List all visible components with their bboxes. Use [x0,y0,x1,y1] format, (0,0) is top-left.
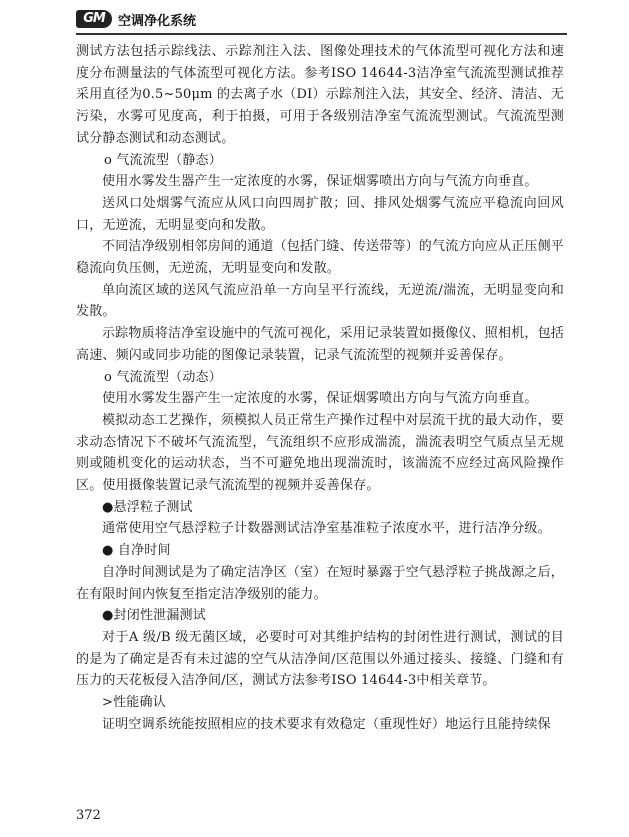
paragraph: 模拟动态工艺操作，须模拟人员正常生产操作过程中对层流干扰的最大动作，要求动态情况下不破坏气流流型，气流组织不应形成湍流，湍流表明空气质点呈无规则或随机变化的运动状态，当不可避免地出现湍流时，该湍流不应经过高风险操作区。使用摄像装置记录气流流型的视频并妥善保存。 [76,412,565,494]
gm-logo: GM [76,10,112,28]
paragraph: 通常使用空气悬浮粒子计数器测试洁净室基准粒子浓度水平，进行洁净分级。 [102,521,551,537]
paragraph-intro: 测试方法包括示踪线法、示踪剂注入法、图像处理技术的气体流型可视化方法和速度分布测量法的气体流型可视化方法。参考ISO 14644-3洁净室气流流型测试推荐采用直径为0.5~50μm 的去离子水（DI）示踪剂注入法，其安全、经济、清洁、无污染，水雾可见度高，利于拍摄，可用于各级别洁净室气流流型测试。气流流型测试分静态测试和动态测试。 [76,44,564,146]
heading-performance-qualification: >性能确认 [102,695,166,711]
page-number: 372 [76,808,101,823]
paragraph: 自净时间测试是为了确定洁净区（室）在短时暴露于空气悬浮粒子挑战源之后，在有限时间内恢复至指定洁净级别的能力。 [76,564,565,602]
paragraph: 不同洁净级别相邻房间的通道（包括门缝、传送带等）的气流方向应从正压侧平稳流向负压侧，无逆流，无明显变向和发散。 [76,239,565,277]
paragraph: 示踪物质将洁净室设施中的气流可视化，采用记录装置如摄像仪、照相机，包括高速、频闪或同步功能的图像记录装置，记录气流流型的视频并妥善保存。 [76,326,565,363]
document-body [76,41,564,736]
heading-leak-test: ●封闭性泄漏测试 [102,608,206,624]
header-title: 空调净化系统 [118,13,197,29]
paragraph: 送风口处烟雾气流应从风口向四周扩散；回、排风处烟雾气流应平稳流向回风口，无逆流，无明显变向和发散。 [76,195,564,233]
paragraph: 使用水雾发生器产生一定浓度的水雾，保证烟雾喷出方向与气流方向垂直。 [102,391,538,407]
page-header [76,8,196,30]
paragraph: 使用水雾发生器产生一定浓度的水雾，保证烟雾喷出方向与气流方向垂直。 [102,174,538,190]
subheading-static-airflow: o 气流流型（静态） [104,152,222,168]
subheading-dynamic-airflow: o 气流流型（动态） [104,369,222,385]
header-rule [76,33,567,35]
heading-recovery-time: ● 自净时间 [102,543,171,559]
paragraph: 单向流区域的送风气流应沿单一方向呈平行流线，无逆流/湍流，无明显变向和发散。 [76,282,564,320]
paragraph: 证明空调系统能按照相应的技术要求有效稳定（重现性好）地运行且能持续保 [102,716,551,732]
paragraph: 对于A 级/B 级无菌区域，必要时可对其维护结构的封闭性进行测试，测试的目的是为了确定是否有未过滤的空气从洁净间/区范围以外通过接头、接缝、门缝和有压力的天花板侵入洁净间/区，测试方法参考ISO 14644-3中相关章节。 [76,629,564,689]
heading-particle-test: ●悬浮粒子测试 [102,499,193,515]
